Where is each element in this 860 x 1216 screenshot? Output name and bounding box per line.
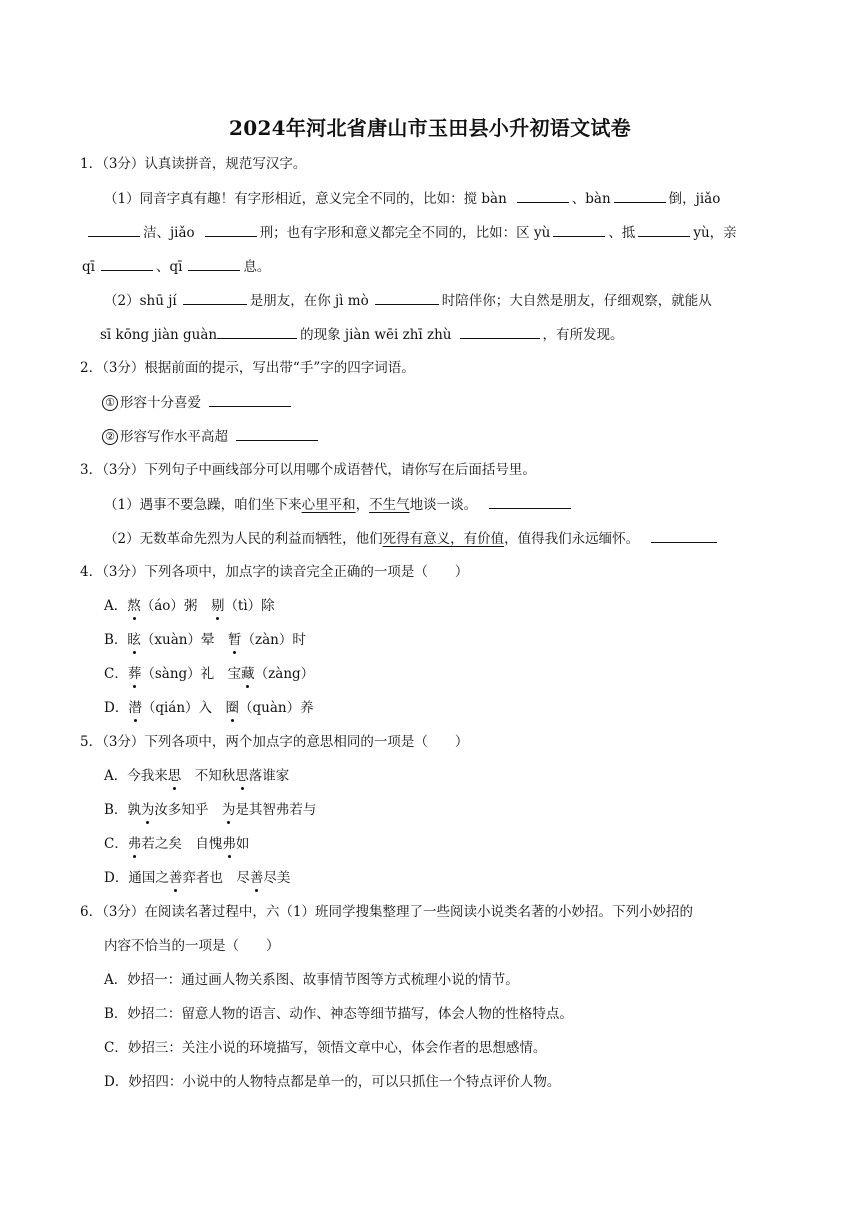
option-letter: B．: [104, 632, 128, 648]
text: 、bàn: [571, 191, 611, 207]
text: （áo）粥: [140, 598, 211, 614]
dotted-char: 眩: [127, 632, 141, 648]
question-4-option-d[interactable]: [104, 698, 314, 718]
text: （zàn）时: [241, 632, 306, 648]
text: 尽美: [263, 870, 291, 886]
question-1-part-1-line-1: [104, 188, 720, 209]
question-5-option-c[interactable]: [104, 834, 249, 854]
text: 是其智弗若与: [235, 802, 317, 818]
dotted-char: 为: [140, 802, 155, 818]
answer-blank[interactable]: [209, 392, 291, 407]
answer-blank[interactable]: [638, 222, 690, 237]
text: 刑；也有字形和意义都完全不同的，比如：区 yù: [259, 225, 551, 241]
answer-blank[interactable]: [460, 324, 540, 339]
text: 地谈一谈。: [409, 497, 478, 513]
text: 、抵: [608, 225, 636, 241]
option-letter: A．: [104, 598, 128, 614]
question-4-option-c[interactable]: [104, 664, 314, 684]
answer-blank[interactable]: [101, 256, 153, 271]
dotted-char: 潜: [128, 700, 142, 716]
text: （2）无数革命先烈为人民的利益而牺牲，他们: [104, 531, 383, 547]
text: 、qī: [155, 259, 183, 275]
question-5-option-a[interactable]: [104, 766, 289, 786]
option-letter: A．: [104, 768, 128, 784]
text: 落谁家: [248, 768, 290, 784]
text: 通国之: [128, 870, 169, 886]
text: 弈者也 尽: [182, 870, 250, 886]
question-4-option-b[interactable]: [104, 630, 306, 650]
answer-blank[interactable]: [614, 188, 666, 203]
answer-blank[interactable]: [651, 528, 717, 543]
text: ，值得我们永远缅怀。: [504, 531, 640, 547]
text: （qián）入: [141, 700, 226, 716]
question-3-sentence-2: [104, 528, 720, 549]
text: 今我来: [127, 768, 168, 784]
option-letter: C．: [104, 666, 128, 682]
text: 汝多知乎: [154, 802, 222, 818]
question-5-option-d[interactable]: [104, 868, 290, 888]
dotted-char: 藏: [241, 666, 255, 682]
question-4-heading: 4．（3分）下列各项中，加点字的读音完全正确的一项是（ ）: [80, 564, 469, 580]
question-1-part-1-line-2: [88, 222, 737, 243]
text: 孰: [127, 802, 141, 818]
text: （quàn）养: [239, 700, 314, 716]
dotted-char: 暂: [227, 632, 242, 648]
dotted-char: 善: [249, 870, 264, 886]
question-6-option-a[interactable]: A．妙招一：通过画人物关系图、故事情节图等方式梳理小说的情节。: [104, 972, 519, 988]
text: （2）shū jí: [104, 293, 177, 309]
text: 不知秋: [181, 768, 236, 784]
text: （sàng）礼 宝: [141, 666, 242, 682]
question-6-option-c[interactable]: C．妙招三：关注小说的环境描写，领悟文章中心，体会作者的思想感情。: [104, 1040, 547, 1056]
exam-title: 2024年河北省唐山市玉田县小升初语文试卷: [229, 116, 631, 140]
dotted-char: 葬: [127, 666, 142, 682]
text: 时陪伴你；大自然是朋友，仔细观察，就能从: [441, 293, 712, 309]
dotted-char: 为: [221, 802, 236, 818]
option-letter: B．: [104, 802, 128, 818]
answer-blank[interactable]: [183, 290, 247, 305]
underlined-phrase: 不生气: [369, 497, 410, 513]
question-6-option-d[interactable]: D．妙招四：小说中的人物特点都是单一的，可以只抓住一个特点评价人物。: [104, 1074, 561, 1090]
question-4-option-a[interactable]: [104, 596, 275, 616]
text: 的现象 jiàn wēi zhī zhù: [300, 327, 452, 343]
circled-number-2: ②: [102, 429, 118, 445]
text: 形容写作水平高超: [120, 429, 228, 445]
text: 洁、jiǎo: [143, 225, 195, 241]
question-5-option-b[interactable]: [104, 800, 316, 820]
text: 是朋友，在你 jì mò: [249, 293, 369, 309]
text: 如: [235, 836, 250, 852]
answer-blank[interactable]: [188, 256, 240, 271]
answer-blank[interactable]: [217, 324, 297, 339]
option-letter: D．: [104, 700, 129, 716]
answer-blank[interactable]: [205, 222, 257, 237]
dotted-char: 弗: [127, 836, 142, 852]
circled-number-1: ①: [102, 395, 118, 411]
question-1-part-1-line-3: [82, 256, 270, 277]
question-2-item-2: [102, 426, 321, 447]
answer-blank[interactable]: [553, 222, 605, 237]
text: 倒，jiǎo: [668, 191, 721, 207]
answer-blank[interactable]: [517, 188, 569, 203]
text: （1）同音字真有趣！有字形相近，意义完全不同的，比如：搅 bàn: [104, 191, 507, 207]
text: （zàng）: [254, 666, 315, 682]
question-6-heading-line-1: 6．（3分）在阅读名著过程中，六（1）班同学搜集整理了一些阅读小说类名著的小妙招。下列小妙招的: [80, 904, 694, 920]
answer-blank[interactable]: [375, 290, 439, 305]
question-2-item-1: [102, 392, 294, 413]
question-2-heading: 2．（3分）根据前面的提示，写出带“手”字的四字词语。: [80, 360, 415, 376]
question-1-part-2-line-1: [104, 290, 712, 311]
question-6-option-b[interactable]: B．妙招二：留意人物的语言、动作、神态等细节描写，体会人物的性格特点。: [104, 1006, 573, 1022]
dotted-char: 熬: [127, 598, 141, 614]
text: qī: [82, 259, 95, 275]
dotted-char: 善: [168, 870, 183, 886]
question-3-sentence-1: [104, 494, 574, 515]
text: 形容十分喜爱: [120, 395, 201, 411]
text: ，有所发现。: [542, 327, 624, 343]
text: 若之矣 自愧: [141, 836, 223, 852]
text: ，: [355, 497, 370, 513]
text: 息。: [243, 259, 271, 275]
answer-blank[interactable]: [88, 222, 140, 237]
option-letter: C．: [104, 836, 128, 852]
underlined-phrase: 死得有意义，有价值: [382, 531, 505, 547]
dotted-char: 圈: [225, 700, 240, 716]
answer-blank[interactable]: [236, 426, 318, 441]
question-6-heading-line-2: 内容不恰当的一项是（ ）: [104, 938, 280, 954]
question-1-heading: 1．（3分）认真读拼音，规范写汉字。: [80, 156, 307, 172]
dotted-char: 剔: [210, 598, 225, 614]
question-5-heading: 5．（3分）下列各项中，两个加点字的意思相同的一项是（ ）: [80, 734, 469, 750]
dotted-char: 思: [167, 768, 182, 784]
text: （tì）除: [224, 598, 275, 614]
question-3-heading: 3．（3分）下列句子中画线部分可以用哪个成语替代，请你写在后面括号里。: [80, 462, 536, 478]
text: （1）遇事不要急躁，咱们坐下来: [104, 497, 302, 513]
underlined-phrase: 心里平和: [301, 497, 356, 513]
question-1-part-2-line-2: [100, 324, 624, 345]
answer-blank[interactable]: [489, 494, 571, 509]
dotted-char: 思: [235, 768, 249, 784]
dotted-char: 弗: [222, 836, 236, 852]
option-letter: D．: [104, 870, 129, 886]
text: yù，亲: [693, 225, 737, 241]
text: （xuàn）晕: [140, 632, 228, 648]
text: sī kōng jiàn guàn: [100, 327, 218, 343]
